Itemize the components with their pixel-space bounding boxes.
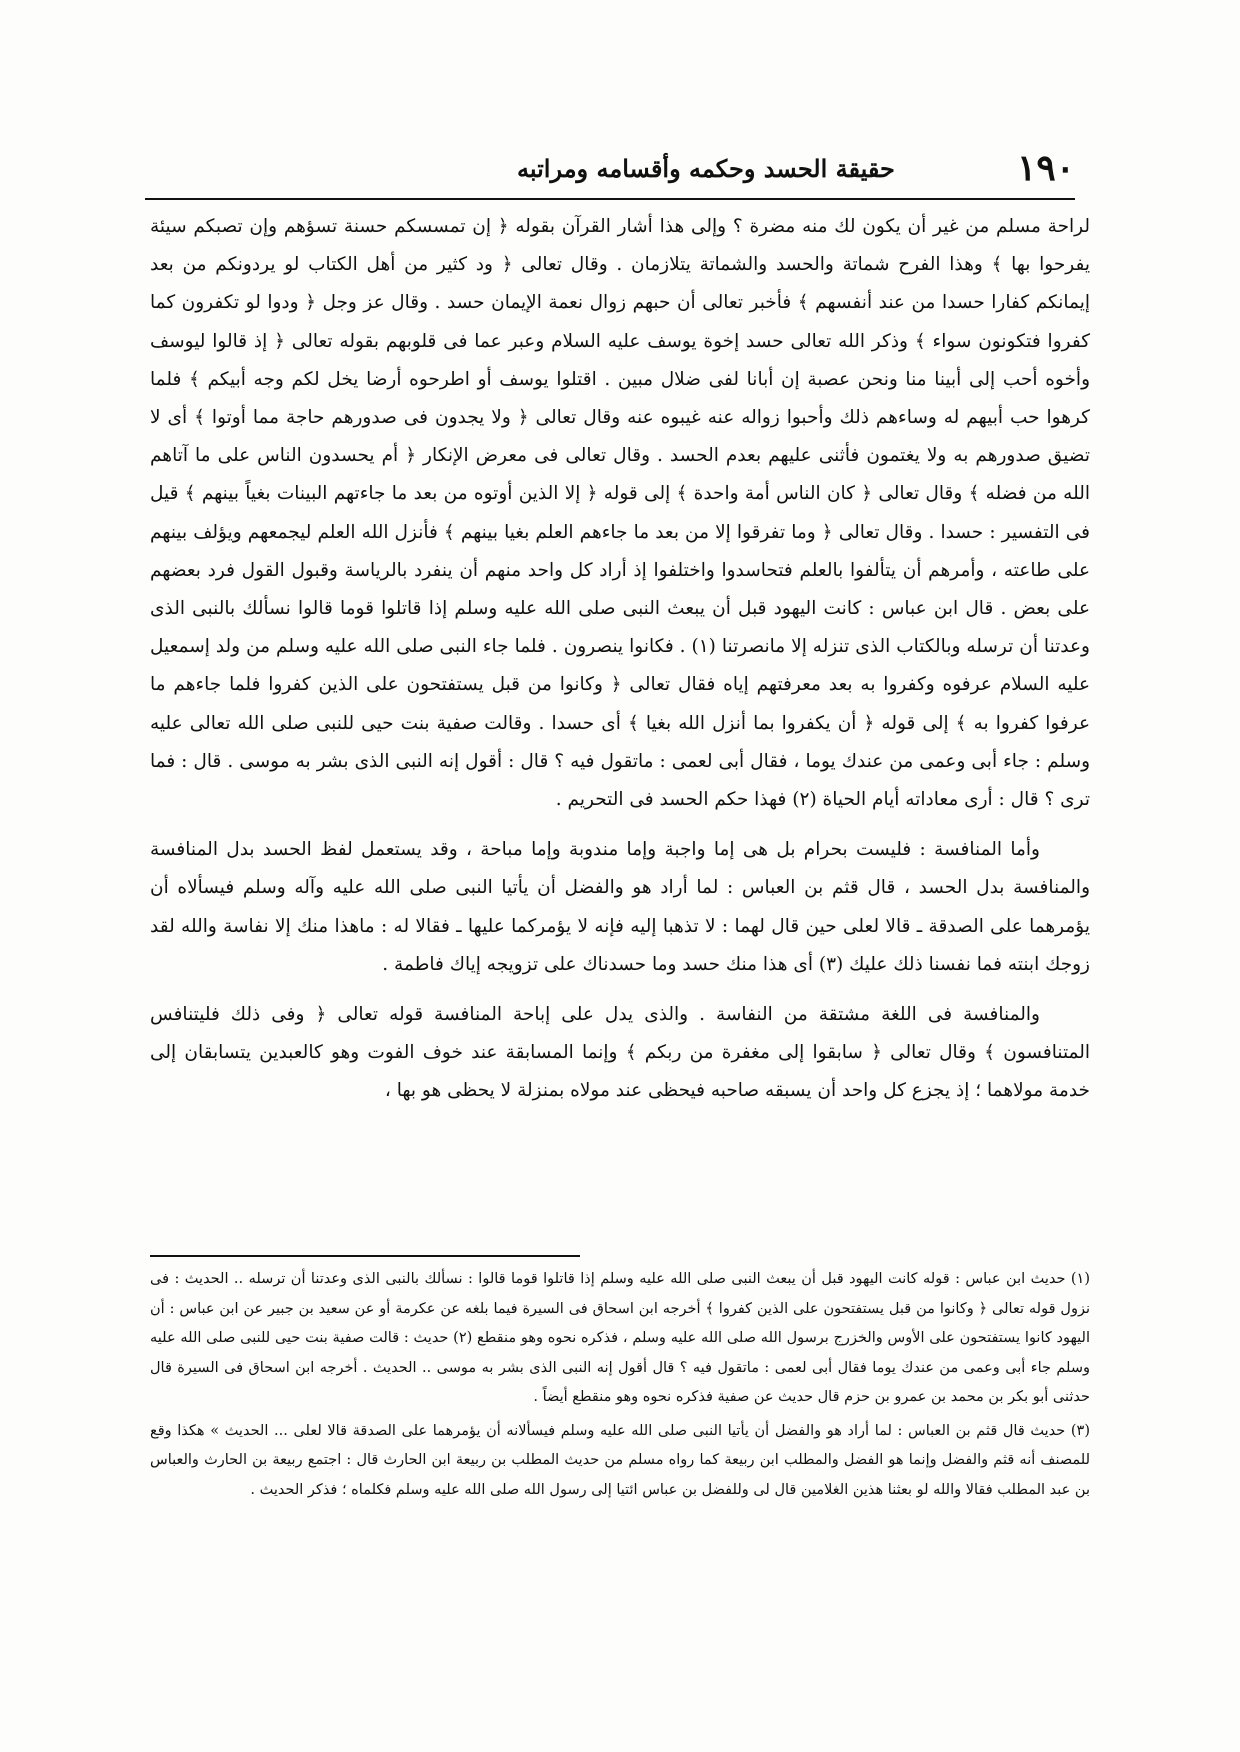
page-number: ١٩٠ bbox=[1016, 147, 1075, 189]
footnote-1-2: (١) حديث ابن عباس : قوله كانت اليهود قبل أن يبعث النبى صلى الله عليه وسلم إذا قاتلوا قوما قالوا : نسألك بالنبى الذى وعدتنا أن ترسله .. الحديث : فى نزول قوله تعالى ﴿ وكانوا من قبل يستفتحون على الذين كفروا ﴾ أخرجه ابن اسحاق فى السيرة فيما بلغه عن عكرمة أو عن سعيد بن جبير عن ابن عباس : أن اليهود كانوا يستفتحون على الأوس والخزرج برسول الله صلى الله عليه وسلم ، فذكره نحوه وهو منقطع (٢) حديث : قالت صفية بنت حيى للنبى صلى الله عليه وسلم جاء أبى وعمى من عندك يوما فقال أبى لعمى : ماتقول فيه ؟ قال أقول إنه النبى الذى بشر به موسى .. الحديث . أخرجه ابن اسحاق فى السيرة قال حدثنى أبو بكر بن محمد بن عمرو بن حزم قال حديث عن صفية فذكره نحوه وهو منقطع أيضاً . bbox=[150, 1271, 1090, 1405]
page-header bbox=[145, 140, 1075, 196]
main-text bbox=[150, 208, 1090, 1198]
footnote-3: (٣) حديث قال قثم بن العباس : لما أراد هو والفضل أن يأتيا النبى صلى الله عليه وسلم فيسألانه أن يؤمرهما على الصدقة قالا لعلى ... الحديث » هكذا وقع للمصنف أنه قثم والفضل وإنما هو الفضل والمطلب ابن ربيعة كما رواه مسلم من حديث المطلب بن ربيعة ابن الحارث قال : اجتمع ربيعة بن الحارث والعباس بن عبد المطلب فقالا والله لو بعثنا هذين الغلامين قال لى وللفضل بن عباس ائتيا إلى رسول الله صلى الله عليه وسلم فكلماه ؛ فذكر الحديث . bbox=[150, 1422, 1090, 1498]
footnotes bbox=[150, 1265, 1090, 1565]
paragraph-2: وأما المنافسة : فليست بحرام بل هى إما واجبة وإما مندوبة وإما مباحة ، وقد يستعمل لفظ الحسد بدل المنافسة والمنافسة بدل الحسد ، قال قثم بن العباس : لما أراد هو والفضل أن يأتيا النبى صلى الله عليه وآله وسلم فيسألاه أن يؤمرهما على الصدقة ـ قالا لعلى حين قال لهما : لا تذهبا إليه فإنه لا يؤمركما عليها ـ فقالا له : ماهذا منك إلا نفاسة والله لقد زوجك ابنته فما نفسنا ذلك عليك (٣) أى هذا منك حسد وما حسدناك على تزويجه إياك فاطمة . bbox=[150, 839, 1090, 975]
paragraph-3: والمنافسة فى اللغة مشتقة من النفاسة . والذى يدل على إباحة المنافسة قوله تعالى ﴿ وفى ذلك فليتنافس المتنافسون ﴾ وقال تعالى ﴿ سابقوا إلى مغفرة من ربكم ﴾ وإنما المسابقة عند خوف الفوت وهو كالعبدين يتسابقان إلى خدمة مولاهما ؛ إذ يجزع كل واحد أن يسبقه صاحبه فيحظى عند مولاه بمنزلة لا يحظى هو بها ، bbox=[150, 1004, 1090, 1102]
footnote-separator bbox=[150, 1255, 580, 1257]
running-title: حقيقة الحسد وحكمه وأقسامه ومراتبه bbox=[517, 153, 895, 183]
paragraph-1: لراحة مسلم من غير أن يكون لك منه مضرة ؟ وإلى هذا أشار القرآن بقوله ﴿ إن تمسسكم حسنة تسؤهم وإن تصبكم سيئة يفرحوا بها ﴾ وهذا الفرح شماتة والحسد والشماتة يتلازمان . وقال تعالى ﴿ ود كثير من أهل الكتاب لو يردونكم من بعد إيمانكم كفارا حسدا من عند أنفسهم ﴾ فأخبر تعالى أن حبهم زوال نعمة الإيمان حسد . وقال عز وجل ﴿ ودوا لو تكفرون كما كفروا فتكونون سواء ﴾ وذكر الله تعالى حسد إخوة يوسف عليه السلام وعبر عما فى قلوبهم بقوله تعالى ﴿ إذ قالوا ليوسف وأخوه أحب إلى أبينا منا ونحن عصبة إن أبانا لفى ضلال مبين . اقتلوا يوسف أو اطرحوه أرضا يخل لكم وجه أبيكم ﴾ فلما كرهوا حب أبيهم له وساءهم ذلك وأحبوا زواله عنه غيبوه عنه وقال تعالى ﴿ ولا يجدون فى صدورهم حاجة مما أوتوا ﴾ أى لا تضيق صدورهم به ولا يغتمون فأثنى عليهم بعدم الحسد . وقال تعالى فى معرض الإنكار ﴿ أم يحسدون الناس على ما آتاهم الله من فضله ﴾ وقال تعالى ﴿ كان الناس أمة واحدة ﴾ إلى قوله ﴿ إلا الذين أوتوه من بعد ما جاءتهم البينات بغياً بينهم ﴾ قيل فى التفسير : حسدا . وقال تعالى ﴿ وما تفرقوا إلا من بعد ما جاءهم العلم بغيا بينهم ﴾ فأنزل الله العلم ليجمعهم ويؤلف بينهم على طاعته ، وأمرهم أن يتألفوا بالعلم فتحاسدوا واختلفوا إذ أراد كل واحد منهم أن ينفرد بالرياسة وقبول القول فرد بعضهم على بعض . قال ابن عباس : كانت اليهود قبل أن يبعث النبى صلى الله عليه وسلم إذا قاتلوا قوما قالوا نسألك بالنبى الذى وعدتنا أن ترسله وبالكتاب الذى تنزله إلا مانصرتنا (١) . فكانوا ينصرون . فلما جاء النبى صلى الله عليه وسلم من ولد إسمعيل عليه السلام عرفوه وكفروا به بعد معرفتهم إياه فقال تعالى ﴿ وكانوا من قبل يستفتحون على الذين كفروا فلما جاءهم ما عرفوا كفروا به ﴾ إلى قوله ﴿ أن يكفروا بما أنزل الله بغيا ﴾ أى حسدا . وقالت صفية بنت حيى للنبى صلى الله تعالى عليه وسلم : جاء أبى وعمى من عندك يوما ، فقال أبى لعمى : ماتقول فيه ؟ قال : أقول إنه النبى الذى بشر به موسى . قال : فما ترى ؟ قال : أرى معاداته أيام الحياة (٢) فهذا حكم الحسد فى التحريم . bbox=[150, 216, 1090, 811]
header-rule bbox=[145, 198, 1075, 200]
